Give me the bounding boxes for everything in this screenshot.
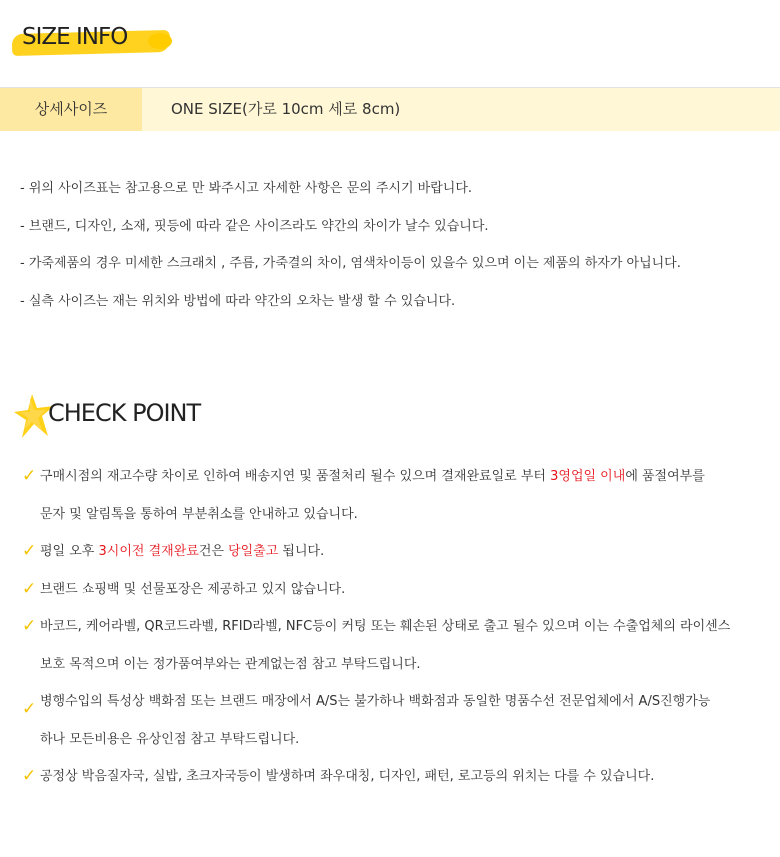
check-item [22,533,730,571]
size-info-title: SIZE INFO [22,24,128,50]
note-item: - 위의 사이즈표는 참고용으로 만 봐주시고 자세한 사항은 문의 주시기 바랍니다. [20,181,473,196]
check-item [22,571,730,609]
check-mark-icon: ✓ [22,578,37,599]
check-point-list [22,458,730,796]
check-point-heading [12,392,232,442]
highlight-text: 당일출고 [228,544,279,559]
size-table-value: ONE SIZE(가로 10cm 세로 8cm) [171,100,401,118]
check-item [22,758,730,796]
check-mark-icon: ✓ [22,541,37,561]
check-point-title: CHECK POINT [48,399,201,427]
check-text-continuation: 하나 모든비용은 유상인점 참고 부탁드립니다. [40,731,300,747]
check-item [22,683,730,758]
check-text: 평일 오후 [40,544,99,559]
note-item: - 가죽제품의 경우 미세한 스크래치 , 주름, 가죽결의 차이, 염색차이등이 있을수 있으며 이는 제품의 하자가 아닙니다. [20,256,681,271]
check-item [22,608,730,683]
check-text: 에 품절여부를 [625,469,705,484]
yellow-brush-dot [148,33,172,49]
highlight-text: 3영업일 이내 [550,469,626,484]
check-text: 브랜드 쇼핑백 및 선물포장은 제공하고 있지 않습니다. [40,581,346,597]
note-item: - 브랜드, 디자인, 소재, 핏등에 따라 같은 사이즈라도 약간의 차이가 날수 있습니다. [20,218,489,234]
note-item: - 실측 사이즈는 재는 위치와 방법에 따라 약간의 오차는 발생 할 수 있습니다. [20,293,456,309]
size-table-row [0,88,780,131]
check-text: 공정상 박음질자국, 실밥, 초크자국등이 발생하며 좌우대칭, 디자인, 패턴, 로고등의 위치는 다를 수 있습니다. [40,769,655,784]
check-mark-icon: ✓ [22,766,37,786]
check-text-continuation: 보호 목적으며 이는 정가품여부와는 관계없는점 참고 부탁드립니다. [40,656,421,672]
check-mark-icon: ✓ [22,466,37,486]
highlight-text: 3시이전 결재완료 [98,544,199,559]
check-text: 건은 [198,544,229,559]
check-text: 구매시점의 재고수량 차이로 인하여 배송지연 및 품절처리 될수 있으며 결재완료일로 부터 [40,469,551,484]
size-info-heading [10,20,128,60]
check-item [22,458,730,533]
check-text-continuation: 문자 및 알림톡을 통하여 부분취소를 안내하고 있습니다. [40,506,358,522]
check-text: 바코드, 케어라벨, QR코드라벨, RFID라벨, NFC등이 커팅 또는 훼손된 상태로 출고 될수 있으며 이는 수출업체의 라이센스 [40,619,731,634]
size-notes-list [20,180,681,330]
check-mark-icon: ✓ [22,616,37,636]
check-text: 병행수입의 특성상 백화점 또는 브랜드 매장에서 A/S는 불가하나 백화점과 동일한 명품수선 전문업체에서 A/S진행가능 [40,694,711,709]
check-mark-icon: ✓ [22,699,37,719]
check-text: 됩니다. [278,544,325,559]
size-table-label: 상세사이즈 [0,88,142,131]
